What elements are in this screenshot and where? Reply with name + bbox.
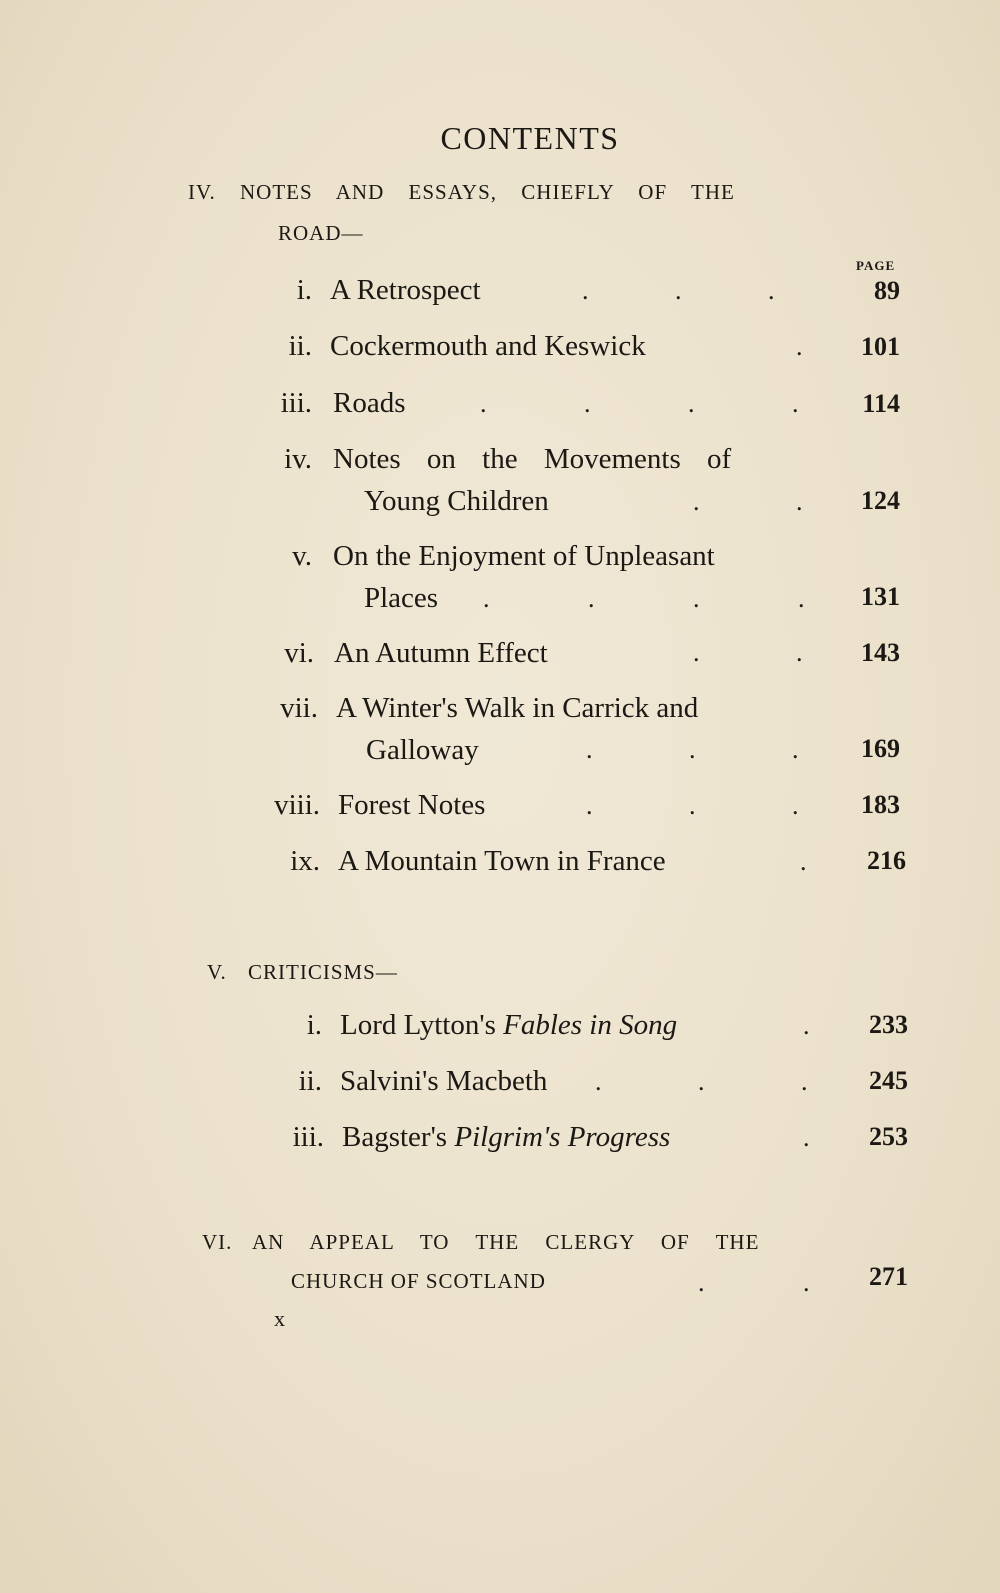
entry-page-number: 233 [869, 1010, 908, 1039]
entry-page-number: 101 [861, 332, 900, 361]
entry-page-number: 183 [861, 790, 900, 819]
entry-page-number: 143 [861, 638, 900, 667]
entry-page-number: 245 [869, 1066, 908, 1095]
entry-title: Salvini's Macbeth [340, 1065, 548, 1097]
entry-number: iii. [280, 387, 312, 419]
leader-dots: . [796, 332, 803, 361]
leader-dots: . . . [586, 791, 799, 820]
leader-dots: . [803, 1011, 810, 1040]
entry-title: A Retrospect [330, 274, 481, 306]
section-vi-numeral: VI. [202, 1230, 233, 1254]
entry-title: Notes on the Movements of [333, 443, 732, 475]
entry-number: v. [292, 540, 312, 572]
entry-page-number: 124 [861, 486, 900, 515]
page-folio: x [274, 1306, 285, 1331]
leader-dots: . [803, 1123, 810, 1152]
entry-title: An Autumn Effect [334, 637, 548, 669]
entry-title-cont: Galloway [366, 734, 479, 766]
section-v-numeral: V. [207, 960, 227, 984]
entry-number: iv. [284, 443, 312, 475]
entry-number: iii. [292, 1121, 324, 1153]
section-vi-heading-cont: CHURCH OF SCOTLAND [291, 1269, 546, 1293]
entry-title: Cockermouth and Keswick [330, 330, 646, 362]
entry-title [340, 1009, 677, 1042]
entry-number: i. [306, 1009, 322, 1041]
entry-page-number: 114 [862, 389, 900, 418]
entry-title: Forest Notes [338, 789, 486, 821]
entry-title: Roads [333, 387, 406, 419]
entry-title [342, 1121, 670, 1154]
entry-number: viii. [274, 789, 320, 821]
leader-dots: . . . [582, 276, 775, 305]
page-title: CONTENTS [440, 120, 620, 156]
entry-number: vii. [280, 692, 318, 724]
entry-number: ii. [288, 330, 312, 362]
entry-title-italic: Fables in Song [503, 1009, 678, 1041]
section-iv-heading: NOTES AND ESSAYS, CHIEFLY OF THE [240, 180, 735, 204]
entry-number: i. [296, 274, 312, 306]
entry-title-italic: Pilgrim's Progress [454, 1121, 671, 1153]
page-column-header: PAGE [856, 258, 896, 273]
entry-number: vi. [284, 637, 314, 669]
entry-title: A Winter's Walk in Carrick and [336, 692, 699, 724]
entry-number: ix. [290, 845, 320, 877]
leader-dots: . . [698, 1268, 810, 1297]
section-vi-heading: AN APPEAL TO THE CLERGY OF THE [252, 1230, 760, 1254]
entry-page-number: 89 [874, 276, 900, 305]
entry-number: ii. [298, 1065, 322, 1097]
entry-page-number: 216 [867, 846, 906, 875]
entry-title: A Mountain Town in France [338, 845, 666, 877]
leader-dots: . [800, 847, 807, 876]
leader-dots: . . . [595, 1067, 808, 1096]
entry-page-number: 271 [869, 1262, 908, 1291]
section-iv-numeral: IV. [188, 180, 216, 204]
leader-dots: . . [693, 638, 803, 667]
entry-page-number: 253 [869, 1122, 908, 1151]
leader-dots: . . [693, 487, 803, 516]
entry-title-cont: Young Children [364, 485, 549, 517]
entry-title-text: Lord Lytton's [340, 1009, 504, 1041]
section-iv-heading-cont: ROAD— [278, 221, 364, 245]
entry-page-number: 131 [861, 582, 900, 611]
entry-title: On the Enjoyment of Unpleasant [333, 540, 715, 572]
leader-dots: . . . . [483, 584, 805, 613]
leader-dots: . . . [586, 735, 799, 764]
entry-title-cont: Places [364, 582, 439, 614]
section-v-heading: CRITICISMS— [248, 960, 398, 984]
entry-title-text: Bagster's [342, 1121, 455, 1153]
entry-page-number: 169 [861, 734, 900, 763]
leader-dots: . . . . [480, 389, 799, 418]
